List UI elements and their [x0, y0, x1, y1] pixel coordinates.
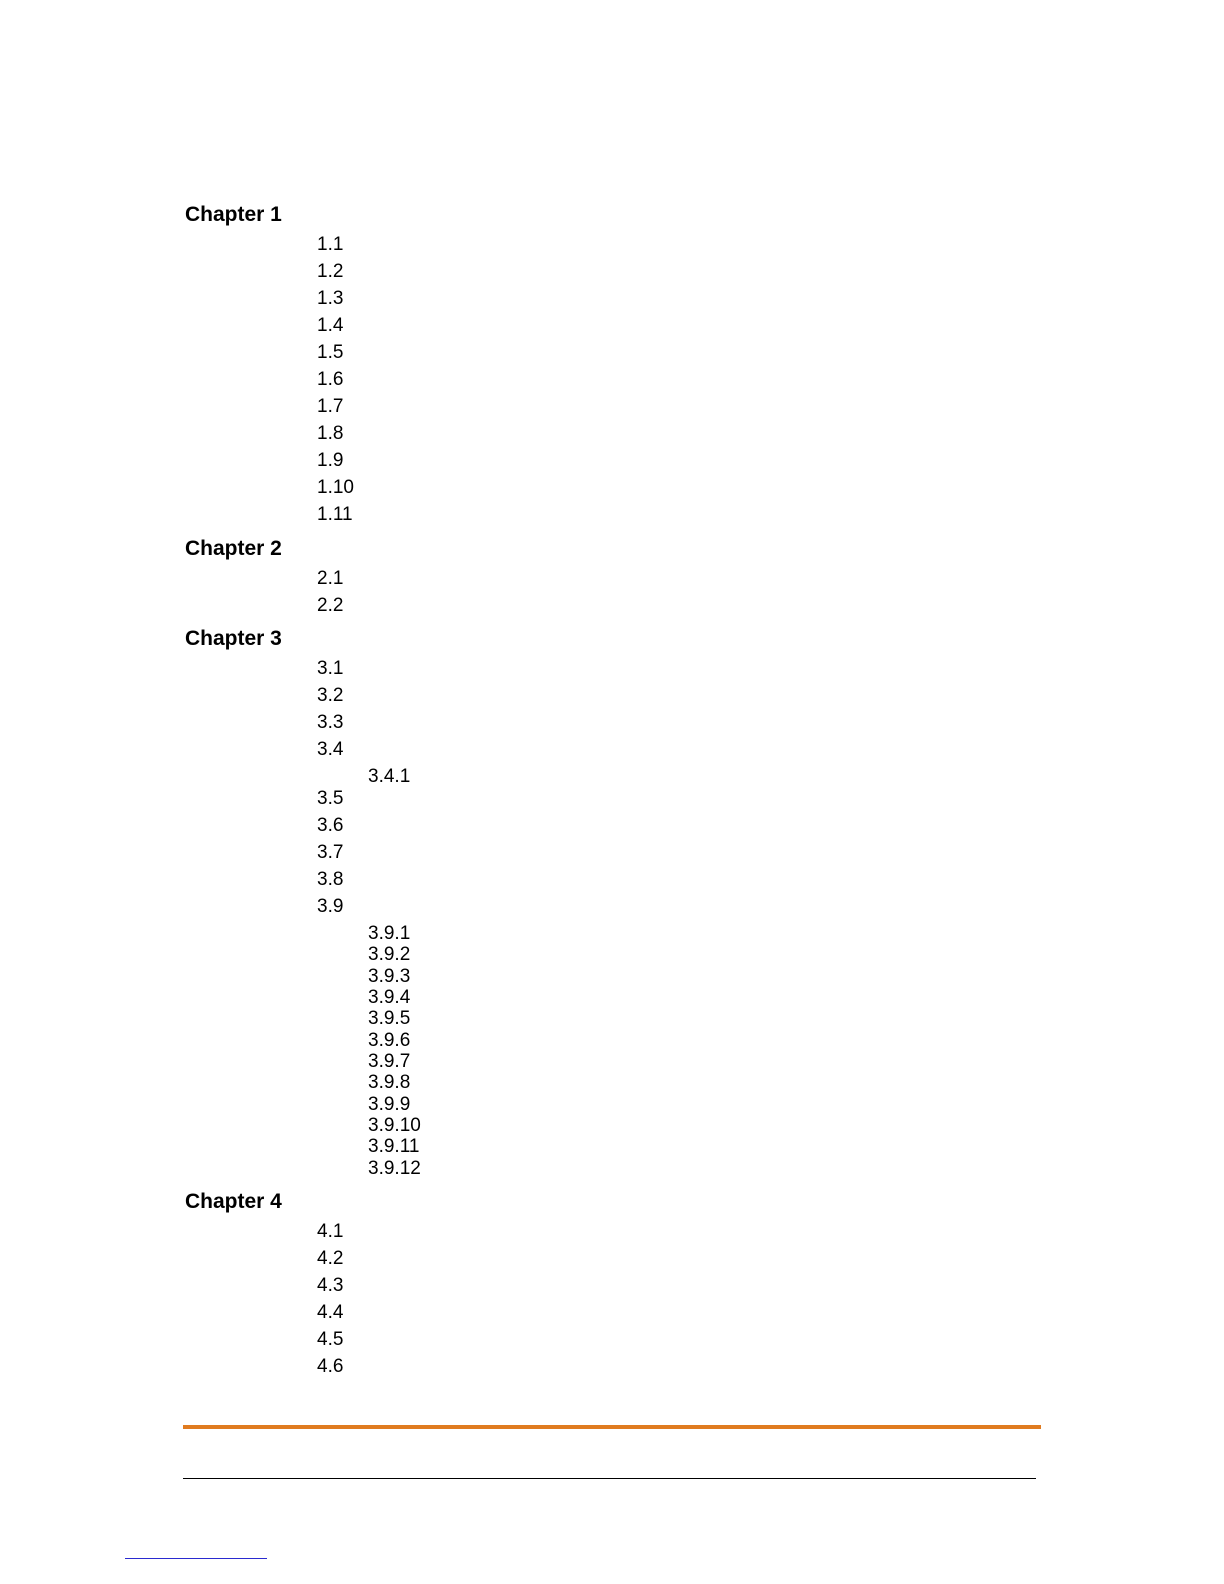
toc-subsection-3-9-8[interactable]: 3.9.8 [368, 1072, 411, 1093]
toc-subsection-3-9-5[interactable]: 3.9.5 [368, 1008, 411, 1029]
toc-subsection-3-4-1[interactable]: 3.4.1 [368, 766, 411, 787]
toc-section-1-7[interactable]: 1.7 [317, 396, 344, 417]
toc-section-3-4[interactable]: 3.4 [317, 739, 344, 760]
toc-section-4-1[interactable]: 4.1 [317, 1221, 344, 1242]
toc-section-4-6[interactable]: 4.6 [317, 1356, 344, 1377]
toc-section-3-9[interactable]: 3.9 [317, 896, 344, 917]
toc-subsection-3-9-7[interactable]: 3.9.7 [368, 1051, 411, 1072]
toc-section-2-1[interactable]: 2.1 [317, 568, 344, 589]
toc-section-1-4[interactable]: 1.4 [317, 315, 344, 336]
toc-section-3-3[interactable]: 3.3 [317, 712, 344, 733]
footer-accent-rule [183, 1425, 1041, 1429]
toc-section-3-1[interactable]: 3.1 [317, 658, 344, 679]
toc-section-3-5[interactable]: 3.5 [317, 788, 344, 809]
toc-chapter-2[interactable]: Chapter 2 [185, 537, 282, 560]
toc-section-3-7[interactable]: 3.7 [317, 842, 344, 863]
toc-subsection-3-9-6[interactable]: 3.9.6 [368, 1030, 411, 1051]
toc-section-2-2[interactable]: 2.2 [317, 595, 344, 616]
toc-section-3-2[interactable]: 3.2 [317, 685, 344, 706]
toc-section-4-4[interactable]: 4.4 [317, 1302, 344, 1323]
toc-section-1-9[interactable]: 1.9 [317, 450, 344, 471]
toc-subsection-3-9-2[interactable]: 3.9.2 [368, 944, 411, 965]
toc-subsection-3-9-11[interactable]: 3.9.11 [368, 1136, 420, 1157]
toc-subsection-3-9-3[interactable]: 3.9.3 [368, 966, 411, 987]
toc-section-1-6[interactable]: 1.6 [317, 369, 344, 390]
toc-section-1-8[interactable]: 1.8 [317, 423, 344, 444]
footer-divider [183, 1478, 1036, 1479]
toc-section-1-2[interactable]: 1.2 [317, 261, 344, 282]
toc-section-1-10[interactable]: 1.10 [317, 477, 354, 498]
toc-section-4-3[interactable]: 4.3 [317, 1275, 344, 1296]
toc-section-3-6[interactable]: 3.6 [317, 815, 344, 836]
toc-section-1-5[interactable]: 1.5 [317, 342, 344, 363]
toc-subsection-3-9-9[interactable]: 3.9.9 [368, 1094, 411, 1115]
footer-link-underline[interactable] [125, 1558, 267, 1559]
toc-section-4-2[interactable]: 4.2 [317, 1248, 344, 1269]
toc-chapter-1[interactable]: Chapter 1 [185, 203, 282, 226]
toc-section-1-3[interactable]: 1.3 [317, 288, 344, 309]
toc-section-1-1[interactable]: 1.1 [317, 234, 344, 255]
toc-chapter-3[interactable]: Chapter 3 [185, 627, 282, 650]
toc-chapter-4[interactable]: Chapter 4 [185, 1190, 282, 1213]
toc-section-4-5[interactable]: 4.5 [317, 1329, 344, 1350]
toc-section-3-8[interactable]: 3.8 [317, 869, 344, 890]
toc-subsection-3-9-10[interactable]: 3.9.10 [368, 1115, 421, 1136]
toc-subsection-3-9-4[interactable]: 3.9.4 [368, 987, 411, 1008]
toc-section-1-11[interactable]: 1.11 [317, 504, 353, 525]
toc-subsection-3-9-1[interactable]: 3.9.1 [368, 923, 411, 944]
toc-subsection-3-9-12[interactable]: 3.9.12 [368, 1158, 421, 1179]
